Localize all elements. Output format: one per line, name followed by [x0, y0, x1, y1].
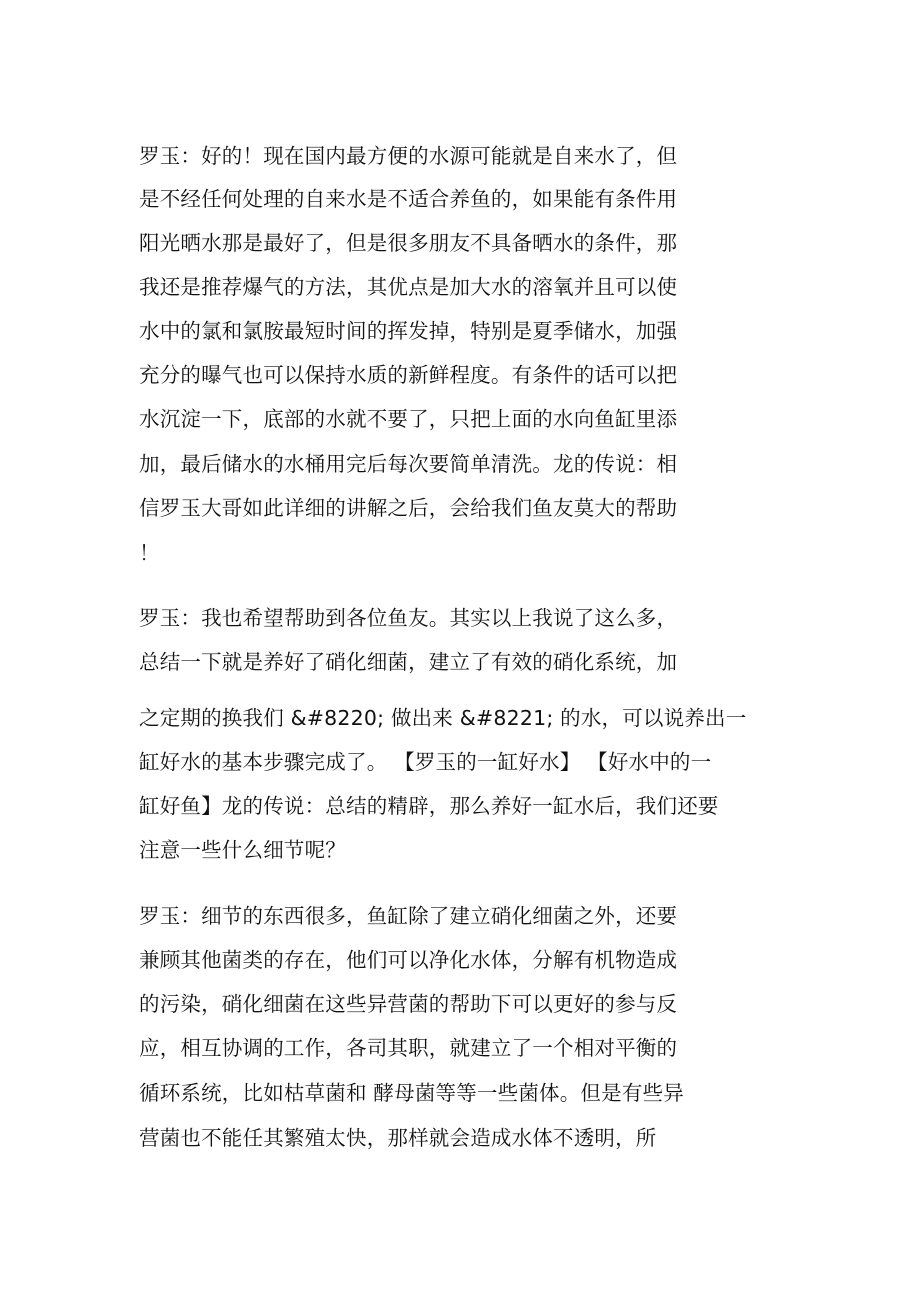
text-line: 加，最后储水的水桶用完后每次要简单清洗。龙的传说：相 [139, 452, 678, 476]
text-line: 是不经任何处理的自来水是不适合养鱼的，如果能有条件用 [139, 187, 678, 211]
text-line: 我还是推荐爆气的方法，其优点是加大水的溶氧并且可以使 [139, 275, 678, 299]
text-line: 水沉淀一下，底部的水就不要了，只把上面的水向鱼缸里添 [139, 407, 678, 431]
text-line: 循环系统，比如枯草菌和 酵母菌等等一些菌体。但是有些异 [139, 1081, 684, 1105]
text-line: 兼顾其他菌类的存在，他们可以净化水体，分解有机物造成 [139, 948, 678, 972]
text-line: 阳光晒水那是最好了，但是很多朋友不具备晒水的条件，那 [139, 231, 678, 255]
text-line: 营菌也不能任其繁殖太快，那样就会造成水体不透明，所 [139, 1126, 657, 1150]
text-line: 之定期的换我们 &#8220; 做出来 &#8221; 的水，可以说养出一 [139, 706, 747, 730]
text-line: ！ [139, 541, 160, 565]
text-line: 充分的曝气也可以保持水质的新鲜程度。有条件的话可以把 [139, 363, 678, 387]
text-line: 罗玉：我也希望帮助到各位鱼友。其实以上我说了这么多， [139, 606, 678, 630]
text-line: 缸好水的基本步骤完成了。 【罗玉的一缸好水】 【好水中的一 [139, 750, 712, 774]
text-line: 总结一下就是养好了硝化细菌，建立了有效的硝化系统，加 [139, 650, 678, 674]
text-line: 罗玉：好的！现在国内最方便的水源可能就是自来水了，但 [139, 144, 678, 168]
text-line: 应，相互协调的工作，各司其职，就建立了一个相对平衡的 [139, 1036, 678, 1060]
text-line: 的污染，硝化细菌在这些异营菌的帮助下可以更好的参与反 [139, 992, 678, 1016]
text-line: 信罗玉大哥如此详细的讲解之后，会给我们鱼友莫大的帮助 [139, 496, 678, 520]
text-line: 水中的氯和氯胺最短时间的挥发掉，特别是夏季储水，加强 [139, 319, 678, 343]
text-line: 注意一些什么细节呢？ [139, 838, 346, 862]
text-line: 罗玉：细节的东西很多，鱼缸除了建立硝化细菌之外，还要 [139, 904, 678, 928]
text-line: 缸好鱼】龙的传说：总结的精辟，那么养好一缸水后，我们还要 [139, 794, 719, 818]
